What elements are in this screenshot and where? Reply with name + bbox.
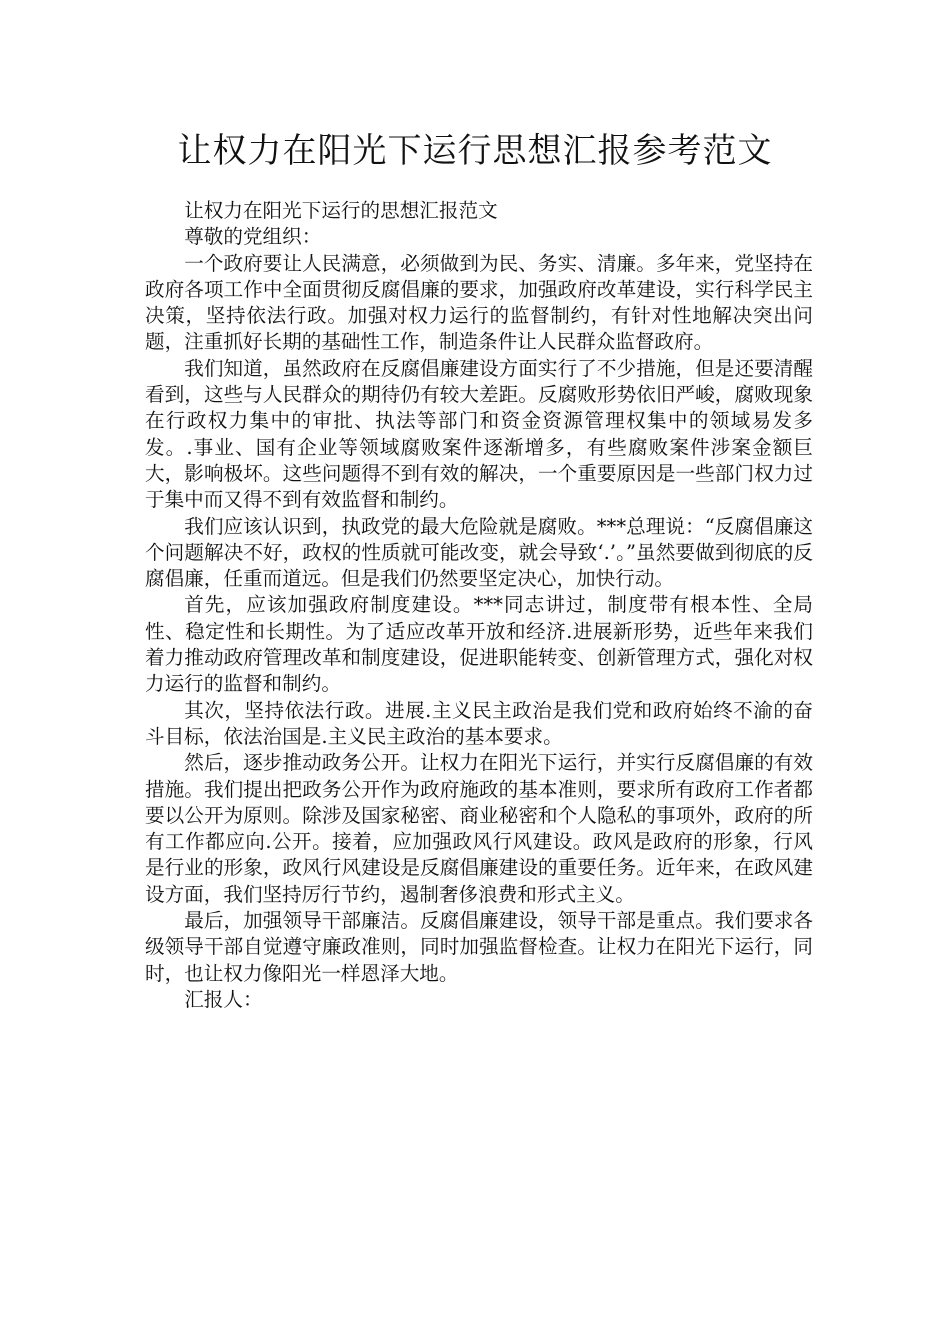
document-body bbox=[145, 198, 813, 1013]
paragraph: 其次，坚持依法行政。进展.主义民主政治是我们党和政府始终不渝的奋斗目标，依法治国是.主义民主政治的基本要求。 bbox=[145, 698, 813, 748]
paragraph: 我们知道，虽然政府在反腐倡廉建设方面实行了不少措施，但是还要清醒看到，这些与人民群众的期待仍有较大差距。反腐败形势依旧严峻，腐败现象在行政权力集中的审批、执法等部门和资金资源管理权集中的领域易发多发。.事业、国有企业等领域腐败案件逐渐增多，有些腐败案件涉案金额巨大，影响极坏。这些问题得不到有效的解决，一个重要原因是一些部门权力过于集中而又得不到有效监督和制约。 bbox=[145, 356, 813, 512]
document-title: 让权力在阳光下运行思想汇报参考范文 bbox=[177, 131, 773, 171]
paragraph: 然后，逐步推动政务公开。让权力在阳光下运行，并实行反腐倡廉的有效措施。我们提出把政务公开作为政府施政的基本准则，要求所有政府工作者都要以公开为原则。除涉及国家秘密、商业秘密和个人隐私的事项外，政府的所有工作都应向.公开。接着，应加强政风行风建设。政风是政府的形象，行风是行业的形象，政风行风建设是反腐倡廉建设的重要任务。近年来，在政风建设方面，我们坚持厉行节约，遏制奢侈浪费和形式主义。 bbox=[145, 751, 813, 906]
salutation: 尊敬的党组织： bbox=[184, 225, 322, 249]
paragraph: 最后，加强领导干部廉洁。反腐倡廉建设，领导干部是重点。我们要求各级领导干部自觉遵守廉政准则，同时加强监督检查。让权力在阳光下运行，同时，也让权力像阳光一样恩泽大地。 bbox=[145, 909, 813, 985]
paragraph: 我们应该认识到，执政党的最大危险就是腐败。***总理说：“反腐倡廉这个问题解决不好，政权的性质就可能改变，就会导致‘.’。”虽然要做到彻底的反腐倡廉，任重而道远。但是我们仍然要坚定决心，加快行动。 bbox=[145, 514, 813, 591]
subtitle-line: 让权力在阳光下运行的思想汇报范文 bbox=[184, 199, 498, 222]
paragraph: 首先，应该加强政府制度建设。***同志讲过，制度带有根本性、全局性、稳定性和长期性。为了适应改革开放和经济.进展新形势，近些年来我们着力推动政府管理改革和制度建设，促进职能转变、创新管理方式，强化对权力运行的监督和制约。 bbox=[145, 593, 813, 696]
signature-line: 汇报人： bbox=[184, 987, 263, 1011]
paragraph: 一个政府要让人民满意，必须做到为民、务实、清廉。多年来，党坚持在政府各项工作中全面贯彻反腐倡廉的要求，加强政府改革建设，实行科学民主决策，坚持依法行政。加强对权力运行的监督制约，有针对性地解决突出问题，注重抓好长期的基础性工作，制造条件让人民群众监督政府。 bbox=[145, 251, 813, 354]
